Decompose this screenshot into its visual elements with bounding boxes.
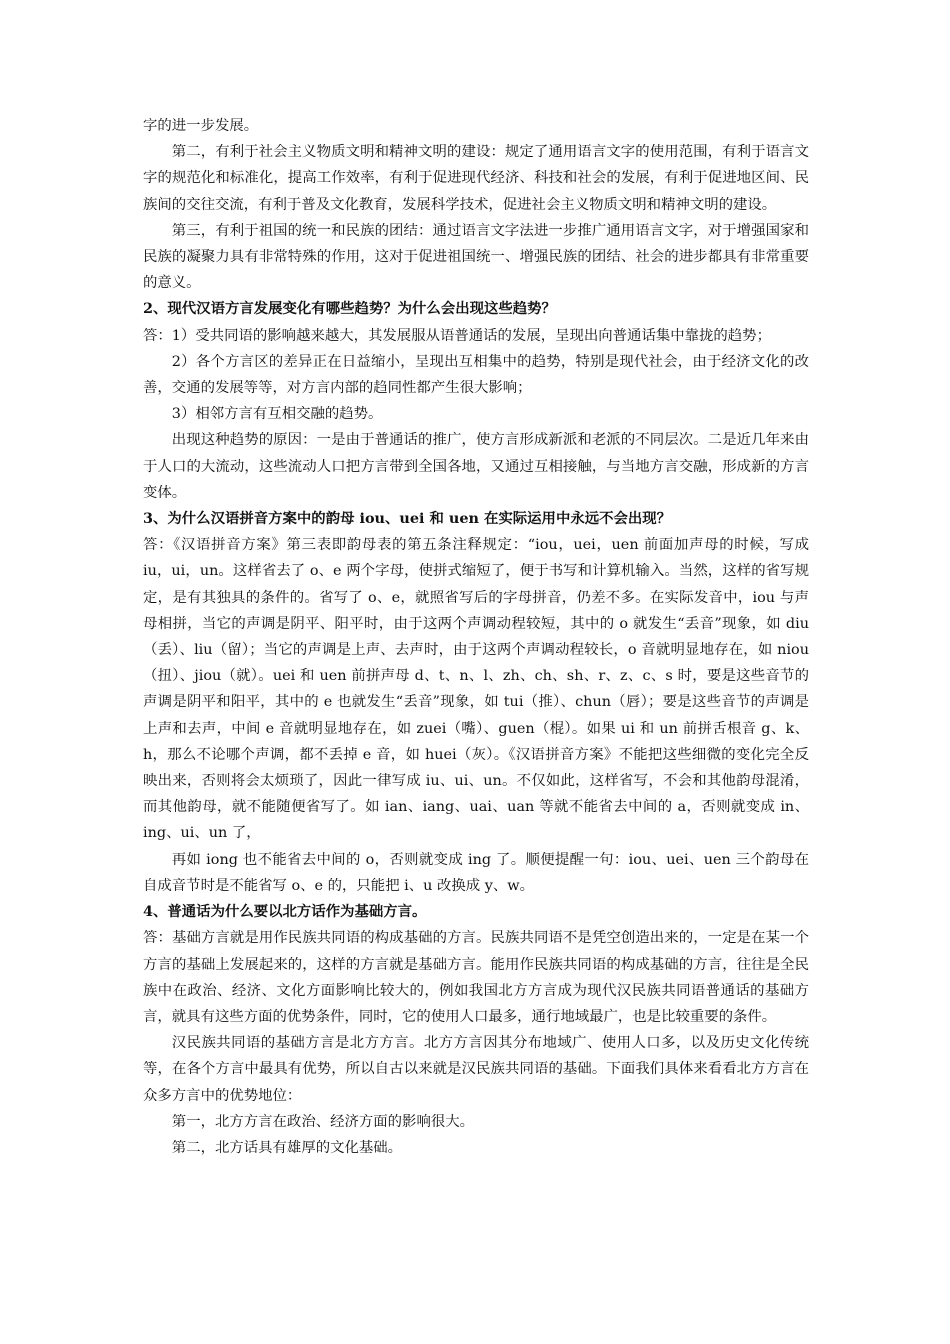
answer-paragraph: 答：《汉语拼音方案》第三表即韵母表的第五条注释规定：“iou，uei，uen 前面加声母的时候，写成 iu，ui，un。这样省去了 o、e 两个字母，使拼式缩短了，便于书写和计算机输入。当然，这样的省写规定，是有其独具的条件的。省写了 o、e，就照省写后的字母拼音，仍差不多。在实际发音中，iou 与声母相拼，当它的声调是阴平、阳平时，由于这两个声调动程较短，其中的 o 就发生“丢音”现象，如 diu（丢）、liu（留）；当它的声调是上声、去声时，由于这两个声调动程较长，o 音就明显地存在，如 niou（扭）、jiou（就）。uei 和 uen 前拼声母 d、t、n、l、zh、ch、sh、r、z、c、s 时，要是这些音节的声调是阴平和阳平，其中的 e 也就发生“丢音”现象，如 tui（推）、chun（唇）；要是这些音节的声调是上声和去声，中间 e 音就明显地存在，如 zuei（嘴）、guen（棍）。如果 ui 和 un 前拼舌根音 g、k、h，那么不论哪个声调，都不丢掉 e 音，如 huei（灰）。《汉语拼音方案》不能把这些细微的变化完全反映出来，否则将会太烦琐了，因此一律写成 iu、ui、un。不仅如此，这样省写，不会和其他韵母混淆，而其他韵母，就不能随便省写了。如 ian、iang、uai、uan 等就不能省去中间的 a，否则就变成 in、ing、ui、un 了， [143,537,809,842]
answer-paragraph: 答：基础方言就是用作民族共同语的构成基础的方言。民族共同语不是凭空创造出来的，一定是在某一个方言的基础上发展起来的，这样的方言就是基础方言。能用作民族共同语的构成基础的方言，往往是全民族中在政治、经济、文化方面影响比较大的，例如我国北方方言成为现代汉民族共同语普通话的基础方言，就具有这些方面的优势条件，同时，它的使用人口最多，通行地域最广，也是比较重要的条件。 [143,930,809,1025]
question-heading: 4、普通话为什么要以北方话作为基础方言。 [143,903,427,921]
question-heading: 3、为什么汉语拼音方案中的韵母 iou、uei 和 uen 在实际运用中永远不会出现？ [143,510,672,528]
paragraph: 汉民族共同语的基础方言是北方方言。北方方言因其分布地域广、使用人口多，以及历史文化传统等，在各个方言中最具有优势，所以自古以来就是汉民族共同语的基础。下面我们具体来看看北方方言在众多方言中的优势地位： [143,1035,809,1104]
document-body [143,113,809,1161]
paragraph: 第一，北方方言在政治、经济方面的影响很大。 [171,1113,475,1130]
answer-paragraph: 答：1）受共同语的影响越来越大，其发展服从语普通话的发展，呈现出向普通话集中靠拢的趋势； [143,327,771,344]
paragraph: 第二，有利于社会主义物质文明和精神文明的建设：规定了通用语言文字的使用范围，有利于语言文字的规范化和标准化，提高工作效率，有利于促进现代经济、科技和社会的发展，有利于促进地区间、民族间的交往交流，有利于普及文化教育，发展科学技术，促进社会主义物质文明和精神文明的建设。 [143,144,809,213]
paragraph: 出现这种趋势的原因：一是由于普通话的推广，使方言形成新派和老派的不同层次。二是近几年来由于人口的大流动，这些流动人口把方言带到全国各地，又通过互相接触，与当地方言交融，形成新的方言变体。 [143,432,809,501]
paragraph: 2）各个方言区的差异正在日益缩小，呈现出互相集中的趋势，特别是现代社会，由于经济文化的改善，交通的发展等等，对方言内部的趋同性都产生很大影响； [143,353,809,397]
paragraph: 第三，有利于祖国的统一和民族的团结：通过语言文字法进一步推广通用语言文字，对于增强国家和民族的凝聚力具有非常特殊的作用，这对于促进祖国统一、增强民族的团结、社会的进步都具有非常重要的意义。 [143,222,809,292]
question-heading: 2、现代汉语方言发展变化有哪些趋势？为什么会出现这些趋势？ [143,300,556,318]
paragraph: 再如 iong 也不能省去中间的 o，否则就变成 ing 了。顺便提醒一句：iou、uei、uen 三个韵母在自成音节时是不能省写 o、e 的，只能把 i、u 改换成 y、w。 [143,851,809,894]
paragraph: 3）相邻方言有互相交融的趋势。 [171,406,383,423]
paragraph: 字的进一步发展。 [143,118,259,134]
paragraph: 第二，北方话具有雄厚的文化基础。 [171,1139,403,1156]
